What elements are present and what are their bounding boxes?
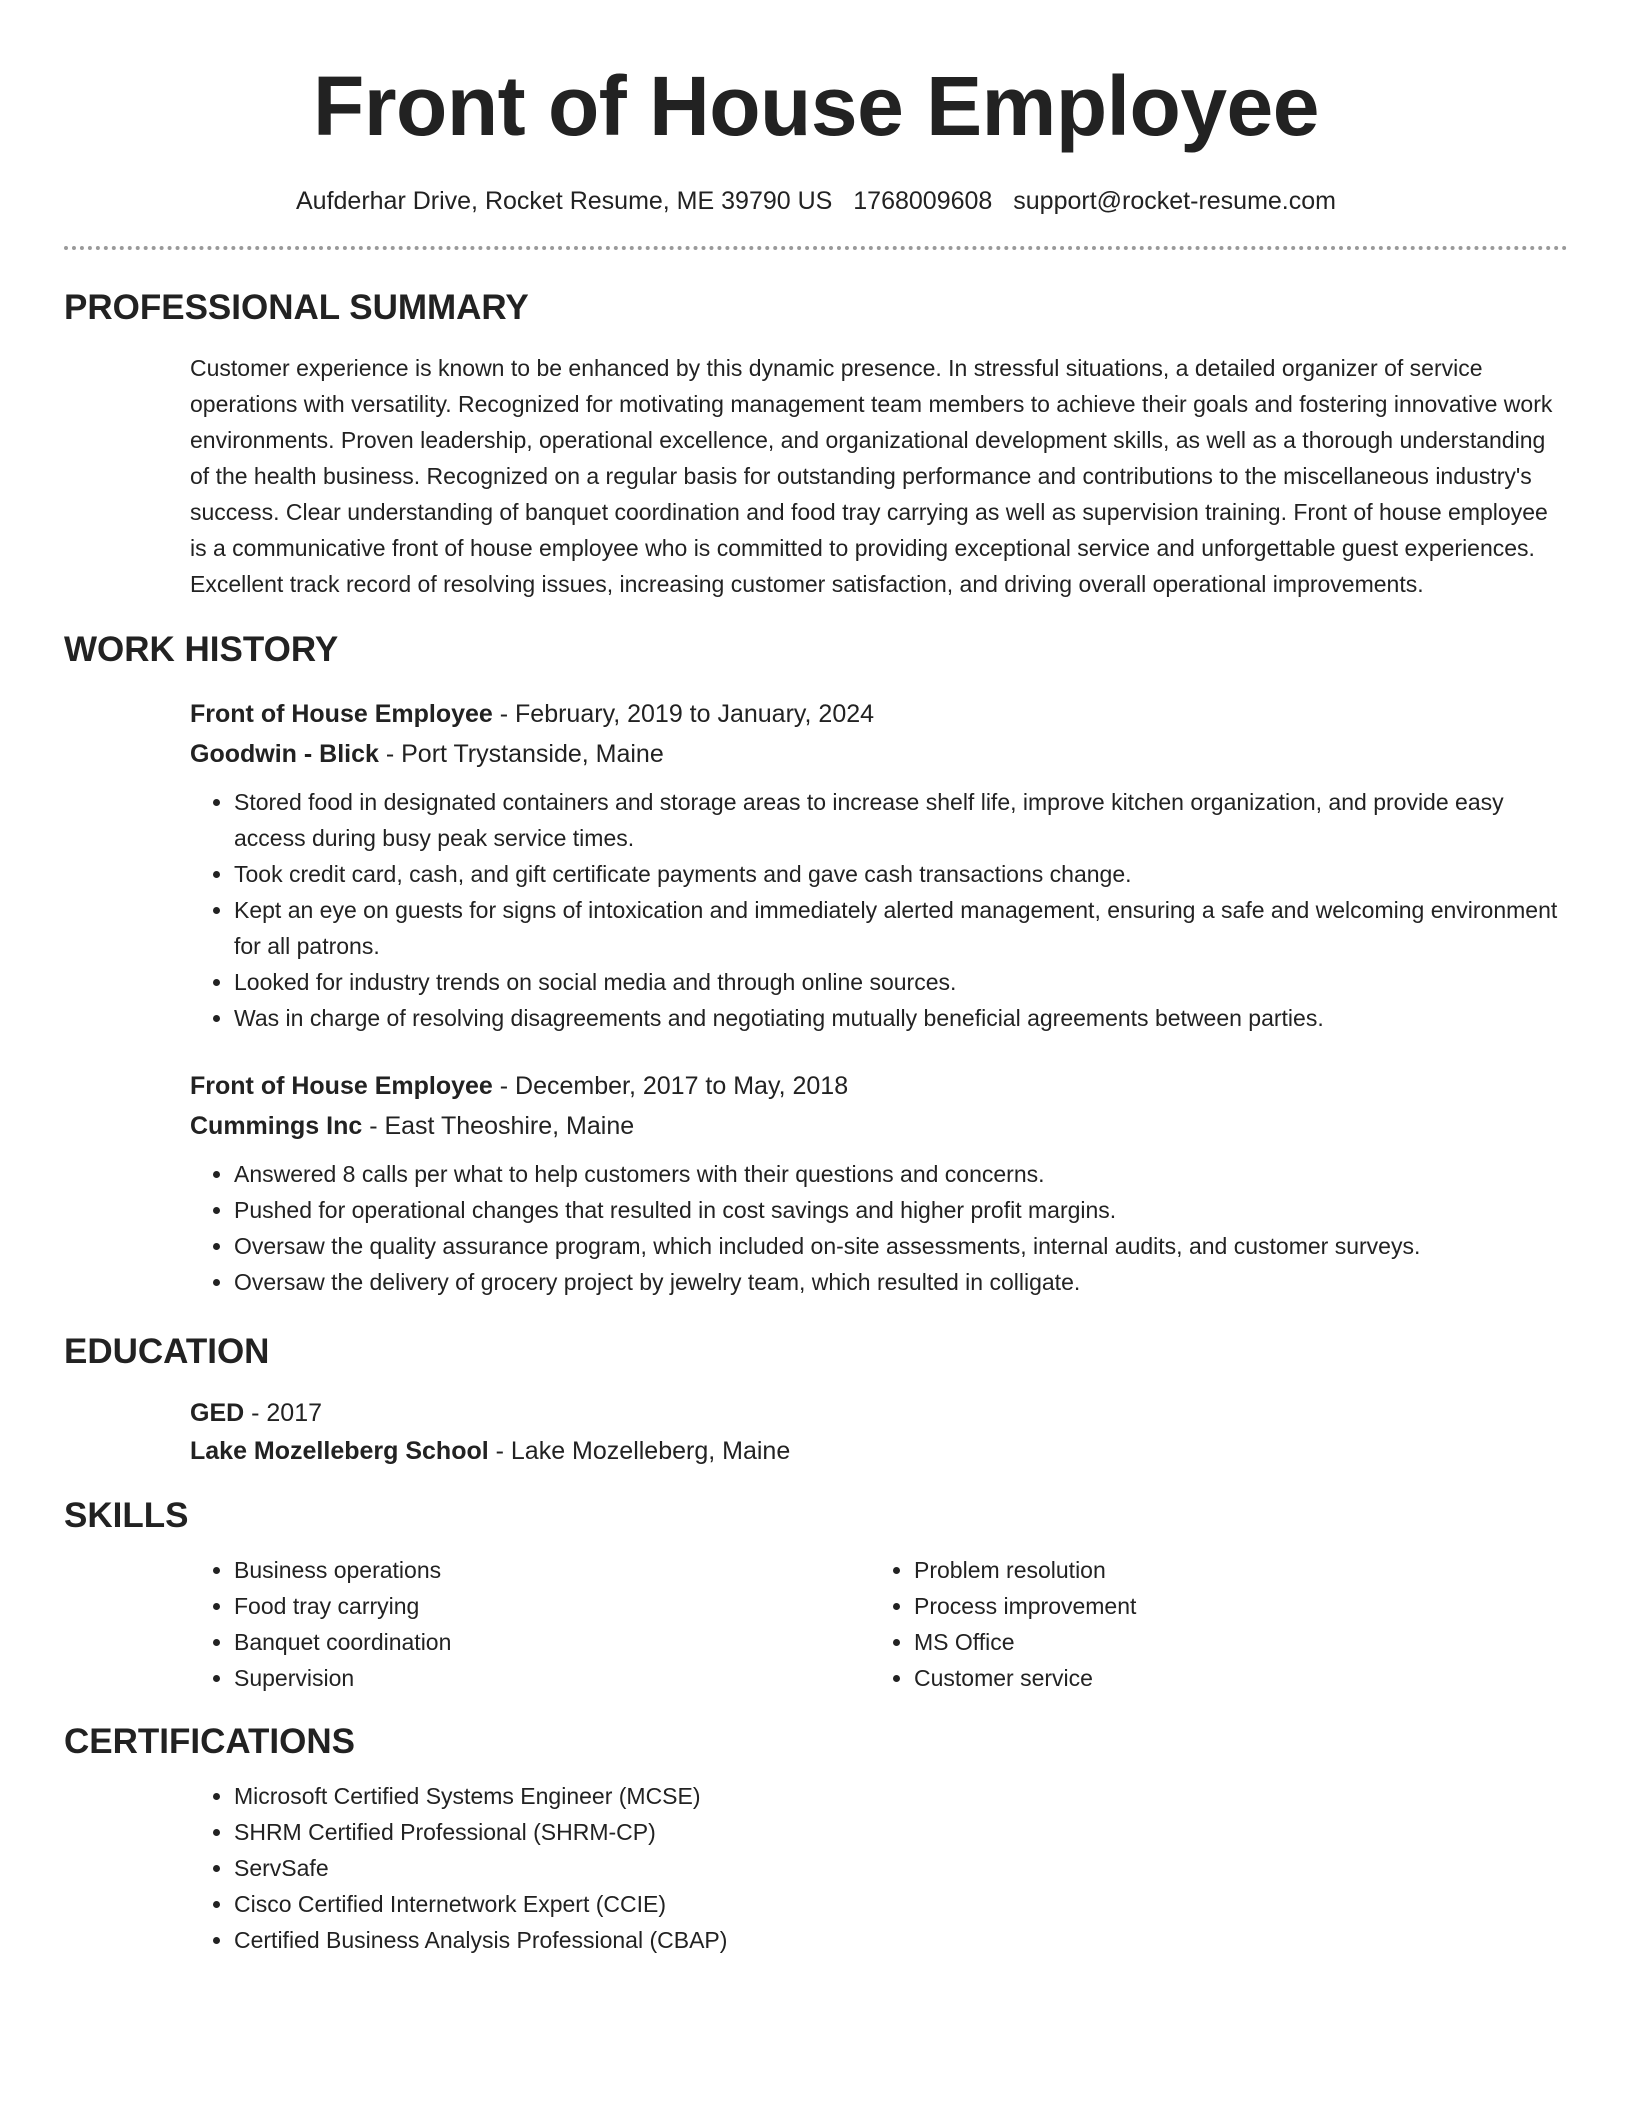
education-year: - 2017 <box>244 1399 323 1427</box>
job-duty: • Stored food in designated containers and storage areas to increase shelf life, improve kitchen organization, and provide easy access during busy peak service times. <box>234 784 1568 856</box>
job-company-line <box>190 1106 1568 1146</box>
skills-columns <box>190 1552 1568 1696</box>
certification-item: • ServSafe <box>234 1850 1568 1886</box>
education-school-line <box>190 1432 1568 1470</box>
job-duty: • Oversaw the quality assurance program, which included on-site assessments, internal audits, and customer surveys. <box>234 1228 1568 1264</box>
certifications-section <box>64 1720 1568 1958</box>
skills-list <box>190 1552 870 1696</box>
job-duty: • Oversaw the delivery of grocery project by jewelry team, which resulted in colligate. <box>234 1264 1568 1300</box>
header-divider <box>64 246 1568 250</box>
contact-phone: 1768009608 <box>853 187 993 215</box>
skill-item: • Supervision <box>234 1660 870 1696</box>
certifications-list <box>190 1778 1568 1958</box>
certification-item: • Microsoft Certified Systems Engineer (MCSE) <box>234 1778 1568 1814</box>
job-entry <box>190 1066 1568 1300</box>
job-duties-list <box>190 1156 1568 1300</box>
education-school: Lake Mozelleberg School <box>190 1437 489 1465</box>
certification-item: • Cisco Certified Internetwork Expert (CCIE) <box>234 1886 1568 1922</box>
certification-item: • Certified Business Analysis Professional (CBAP) <box>234 1922 1568 1958</box>
education-degree: GED <box>190 1399 245 1427</box>
job-entry <box>190 694 1568 1036</box>
job-duty: • Took credit card, cash, and gift certificate payments and gave cash transactions change. <box>234 856 1568 892</box>
contact-email: support@rocket-resume.com <box>1013 187 1336 215</box>
skill-item: • Problem resolution <box>914 1552 1550 1588</box>
education-location: - Lake Mozelleberg, Maine <box>488 1437 791 1465</box>
job-title-line <box>190 1066 1568 1106</box>
candidate-name: Front of House Employee <box>313 59 1319 153</box>
skills-column-left <box>190 1552 870 1696</box>
contact-address: Aufderhar Drive, Rocket Resume, ME 39790 US <box>295 187 833 215</box>
skill-item: • Business operations <box>234 1552 870 1588</box>
skills-section <box>64 1494 1568 1696</box>
job-duty: • Answered 8 calls per what to help customers with their questions and concerns. <box>234 1156 1568 1192</box>
job-title-line <box>190 694 1568 734</box>
summary-section <box>64 286 1568 602</box>
job-company: Cummings Inc <box>190 1112 363 1140</box>
job-location: - Port Trystanside, Maine <box>378 740 664 768</box>
skill-item: • Process improvement <box>914 1588 1550 1624</box>
job-duty: • Pushed for operational changes that resulted in cost savings and higher profit margins. <box>234 1192 1568 1228</box>
education-section <box>64 1330 1568 1470</box>
summary-text: Customer experience is known to be enhanced by this dynamic presence. In stressful situations, a detailed organizer of service operations with versatility. Recognized for motivating management team members to achieve their goals and fostering innovative work environments. Proven leadership, operational excellence, and organizational development skills, as well as a thorough understanding of the health business. Recognized on a regular basis for outstanding performance and contributions to the miscellaneous industry's success. Clear understanding of banquet coordination and food tray carrying as well as supervision training. Front of house employee is a communicative front of house employee who is committed to providing exceptional service and unforgettable guest experiences. Excellent track record of resolving issues, increasing customer satisfaction, and driving overall operational improvements. <box>190 355 1553 597</box>
job-duty: • Kept an eye on guests for signs of intoxication and immediately alerted management, ensuring a safe and welcoming environment for all patrons. <box>234 892 1568 964</box>
job-role: Front of House Employee <box>190 700 493 728</box>
job-dates: - February, 2019 to January, 2024 <box>492 700 875 728</box>
job-duty: • Looked for industry trends on social media and through online sources. <box>234 964 1568 1000</box>
job-duties-list <box>190 784 1568 1036</box>
job-company: Goodwin - Blick <box>190 740 379 768</box>
job-duty: • Was in charge of resolving disagreements and negotiating mutually beneficial agreements between parties. <box>234 1000 1568 1036</box>
work-history-section <box>64 628 1568 1300</box>
skills-list <box>870 1552 1550 1696</box>
education-entry <box>190 1394 1568 1470</box>
job-role: Front of House Employee <box>190 1072 493 1100</box>
job-dates: - December, 2017 to May, 2018 <box>492 1072 849 1100</box>
certifications-heading: CERTIFICATIONS <box>64 1722 356 1761</box>
summary-heading: PROFESSIONAL SUMMARY <box>64 288 529 327</box>
job-location: - East Theoshire, Maine <box>362 1112 635 1140</box>
skill-item: • Customer service <box>914 1660 1550 1696</box>
education-heading: EDUCATION <box>64 1332 270 1371</box>
education-degree-line <box>190 1394 1568 1432</box>
skill-item: • Banquet coordination <box>234 1624 870 1660</box>
skill-item: • MS Office <box>914 1624 1550 1660</box>
certifications-body <box>190 1778 1568 1958</box>
work-history-heading: WORK HISTORY <box>64 630 339 669</box>
contact-line <box>64 184 1568 218</box>
skill-item: • Food tray carrying <box>234 1588 870 1624</box>
skills-column-right <box>870 1552 1550 1696</box>
certification-item: • SHRM Certified Professional (SHRM-CP) <box>234 1814 1568 1850</box>
skills-heading: SKILLS <box>64 1496 189 1535</box>
job-company-line <box>190 734 1568 774</box>
